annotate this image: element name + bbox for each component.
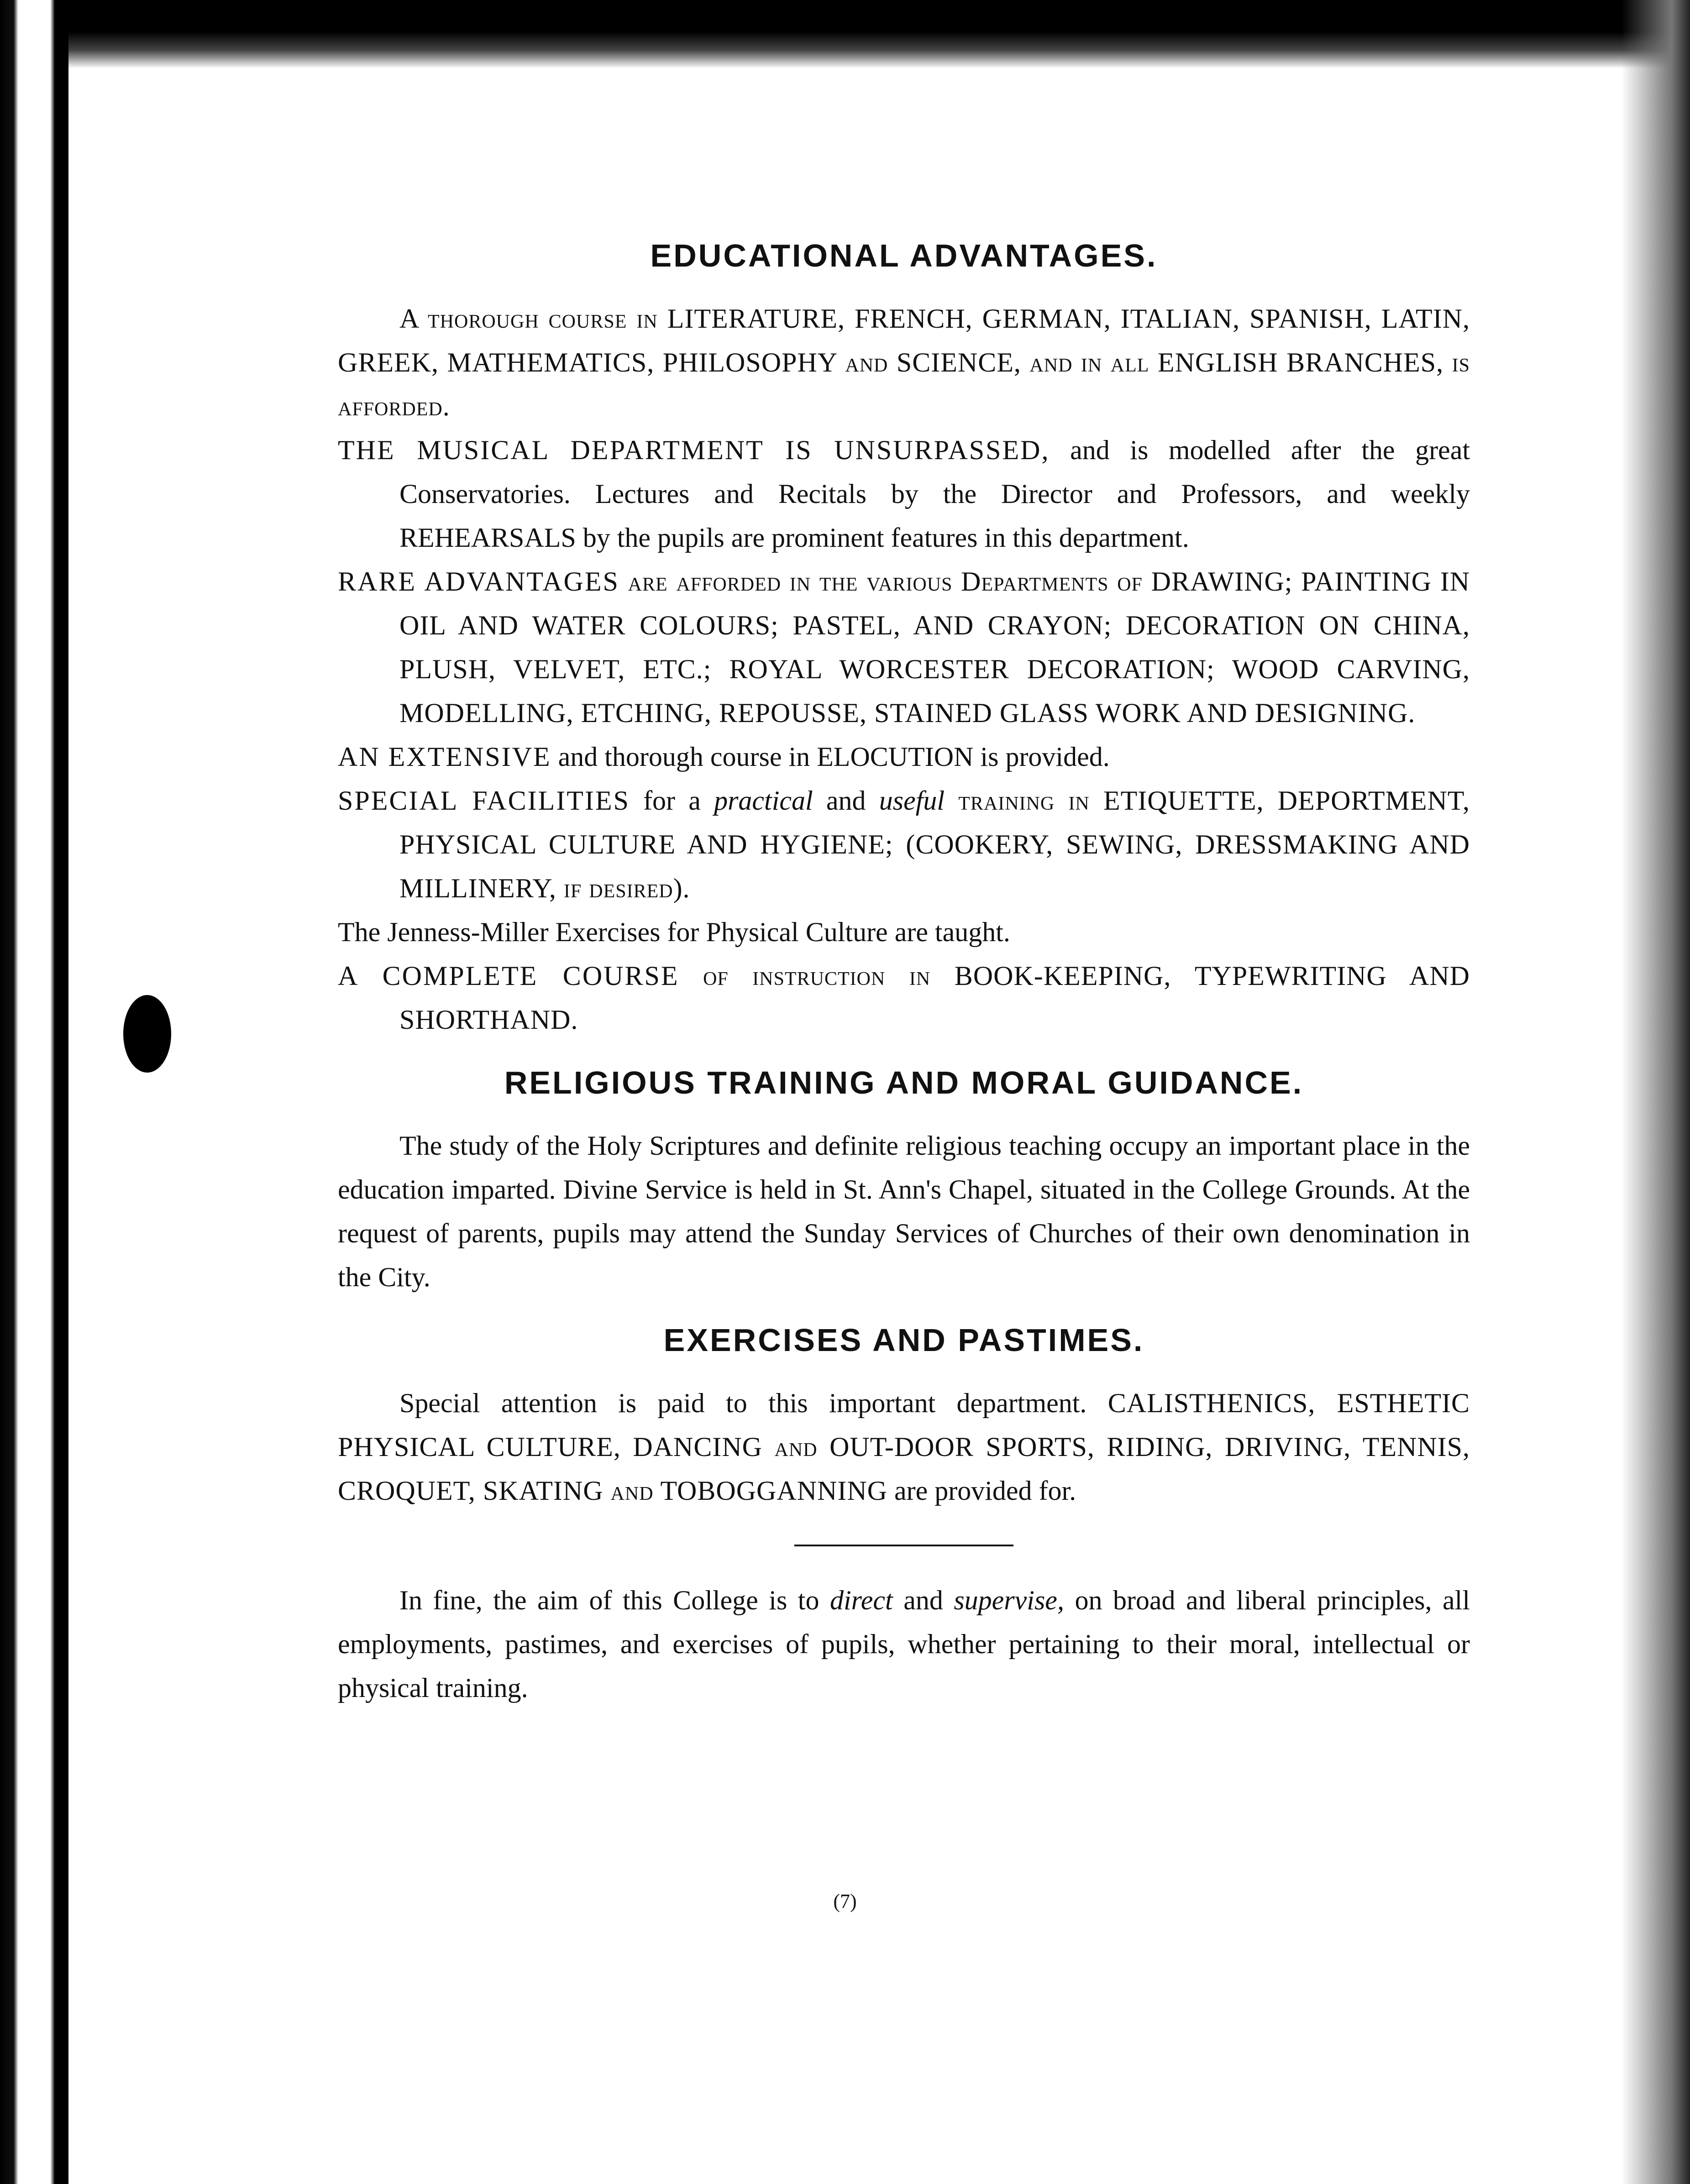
- art-body: are afforded in the various Departments of DRAWING; PAINTING IN OIL AND WATER COLOURS; PASTEL, AND CRAYON; DECORATION ON CHINA, PLUSH, VELVET, ETC.; ROYAL WORCESTER DECORATION; WOOD CARVING, MODELLING, ETCHING, REPOUSSE, STAINED GLASS WORK AND DESIGNING.: [399, 566, 1470, 728]
- musical-department-paragraph: [338, 428, 1470, 560]
- elocution-body: and thorough course in ELOCUTION is provided.: [551, 742, 1110, 772]
- special-facilities-paragraph: [338, 779, 1470, 910]
- facilities-body: training in ETIQUETTE, DEPORTMENT, PHYSICAL CULTURE AND HYGIENE; (COOKERY, SEWING, DRESSMAKING AND MILLINERY, if desired).: [399, 786, 1470, 903]
- musical-lead: THE MUSICAL DEPARTMENT IS UNSURPASSED,: [338, 435, 1050, 465]
- complete-course-lead: A COMPLETE COURSE: [338, 961, 679, 991]
- facilities-and: and: [813, 786, 879, 816]
- art-advantages-paragraph: [338, 560, 1470, 735]
- complete-course-body: of instruction in BOOK-KEEPING, TYPEWRITING AND SHORTHAND.: [399, 961, 1470, 1035]
- page-body: [338, 237, 1470, 1710]
- elocution-lead: AN EXTENSIVE: [338, 742, 551, 772]
- art-lead: RARE ADVANTAGES: [338, 566, 619, 597]
- scan-edge-top: [0, 0, 1690, 68]
- exercises-text-b: are provided for.: [887, 1476, 1076, 1506]
- educational-advantages-heading: EDUCATIONAL ADVANTAGES.: [650, 238, 1158, 273]
- section-divider: [794, 1545, 1013, 1546]
- exercises-text-a: Special attention is paid to this important department.: [399, 1388, 1108, 1418]
- closing-paragraph: [338, 1578, 1470, 1710]
- edu-courses-paragraph: [338, 297, 1470, 428]
- facilities-for: for a: [630, 786, 714, 816]
- elocution-paragraph: [338, 735, 1470, 779]
- scan-edge-right: [1622, 0, 1690, 2184]
- exercises-paragraph: [338, 1381, 1470, 1513]
- exercises-list: CALISTHENICS, ESTHETIC PHYSICAL CULTURE, DANCING and OUT-DOOR SPORTS, RIDING, DRIVING, TENNIS, CROQUET, SKATING and TOBOGGANNING: [338, 1388, 1470, 1506]
- closing-supervise: supervise,: [954, 1585, 1064, 1615]
- complete-course-paragraph: [338, 954, 1470, 1042]
- religious-training-heading: RELIGIOUS TRAINING AND MORAL GUIDANCE.: [504, 1065, 1304, 1100]
- edu-courses-text: A thorough course in LITERATURE, FRENCH, GERMAN, ITALIAN, SPANISH, LATIN, GREEK, MATHEMATICS, PHILOSOPHY and SCIENCE, and in all ENGLISH BRANCHES, is afforded.: [338, 304, 1470, 421]
- scan-edge-left: [0, 0, 68, 2184]
- closing-c: on broad and liberal principles, all employments, pastimes, and exercises of pupils, whether pertaining to their moral, intellectual or physical training.: [338, 1585, 1470, 1703]
- facilities-practical: practical: [714, 786, 813, 816]
- exercises-pastimes-heading: EXERCISES AND PASTIMES.: [663, 1322, 1144, 1358]
- punch-hole: [123, 995, 171, 1073]
- closing-a: In fine, the aim of this College is to: [399, 1585, 830, 1615]
- facilities-lead: SPECIAL FACILITIES: [338, 786, 630, 816]
- closing-direct: direct: [829, 1585, 893, 1615]
- religious-paragraph: The study of the Holy Scriptures and definite religious teaching occupy an important place in the education imparted. Divine Service is held in St. Ann's Chapel, situated in the College Grounds. At the request of parents, pupils may attend the Sunday Services of Churches of their own denomination in the City.: [338, 1131, 1470, 1292]
- jenness-miller-paragraph: The Jenness-Miller Exercises for Physical Culture are taught.: [338, 917, 1010, 947]
- musical-body: and is modelled after the great Conservatories. Lectures and Recitals by the Director and Professors, and weekly REHEARSALS by the pupils are prominent features in this department.: [399, 435, 1470, 553]
- facilities-useful: useful: [879, 786, 945, 816]
- page-number: (7): [833, 1890, 857, 1912]
- closing-b: and: [892, 1585, 954, 1615]
